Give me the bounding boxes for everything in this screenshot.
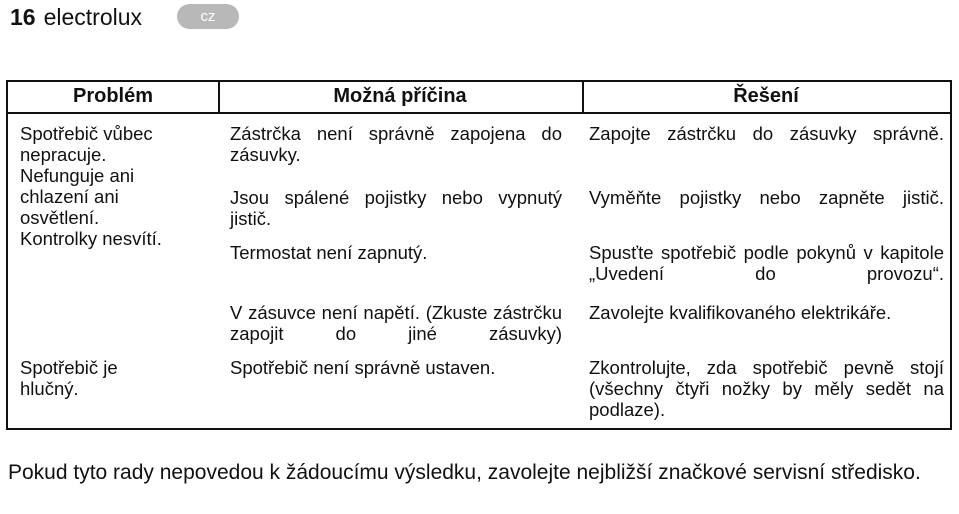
header-rule: [8, 112, 950, 114]
footer-note: Pokud tyto rady nepovedou k žádoucímu výsledku, zavolejte nejbližší značkové servisní středisko.: [8, 461, 921, 484]
page-number: 16: [10, 3, 36, 30]
cause-cell: Spotřebič není správně ustaven.: [230, 357, 496, 378]
solution-cell: Vyměňte pojistky nebo zapněte jistič.: [589, 187, 944, 208]
column-header-cause: Možná příčina: [333, 85, 467, 107]
cause-cell: V zásuvce není napětí. (Zkuste zástrčku zapojit do jiné zásuvky): [230, 302, 562, 344]
solution-cell: Zapojte zástrčku do zásuvky správně.: [589, 123, 944, 144]
problem-cell: Spotřebič vůbec nepracuje. Nefunguje ani chlazení ani osvětlení. Kontrolky nesvítí.: [20, 123, 162, 249]
column-header-solution: Řešení: [733, 85, 799, 107]
cause-cell: Termostat není zapnutý.: [230, 242, 428, 263]
solution-cell: Spusťte spotřebič podle pokynů v kapitole „Uvedení do provozu“.: [589, 242, 944, 284]
column-header-problem: Problém: [72, 85, 154, 107]
solution-cell: Zavolejte kvalifikovaného elektrikáře.: [589, 302, 892, 323]
language-badge: cz: [177, 4, 239, 29]
solution-cell: Zkontrolujte, zda spotřebič pevně stojí (všechny čtyři nožky by měly sedět na podlaze).: [589, 357, 944, 420]
header-divider: [582, 82, 584, 112]
cause-cell: Zástrčka není správně zapojena do zásuvky.: [230, 123, 562, 165]
page-header: [10, 2, 142, 32]
problem-cell: Spotřebič je hlučný.: [20, 357, 118, 399]
troubleshooting-table: [6, 80, 952, 430]
brand-name: electrolux: [43, 3, 143, 30]
cause-cell: Jsou spálené pojistky nebo vypnutý jistič.: [230, 187, 562, 229]
header-divider: [218, 82, 220, 112]
